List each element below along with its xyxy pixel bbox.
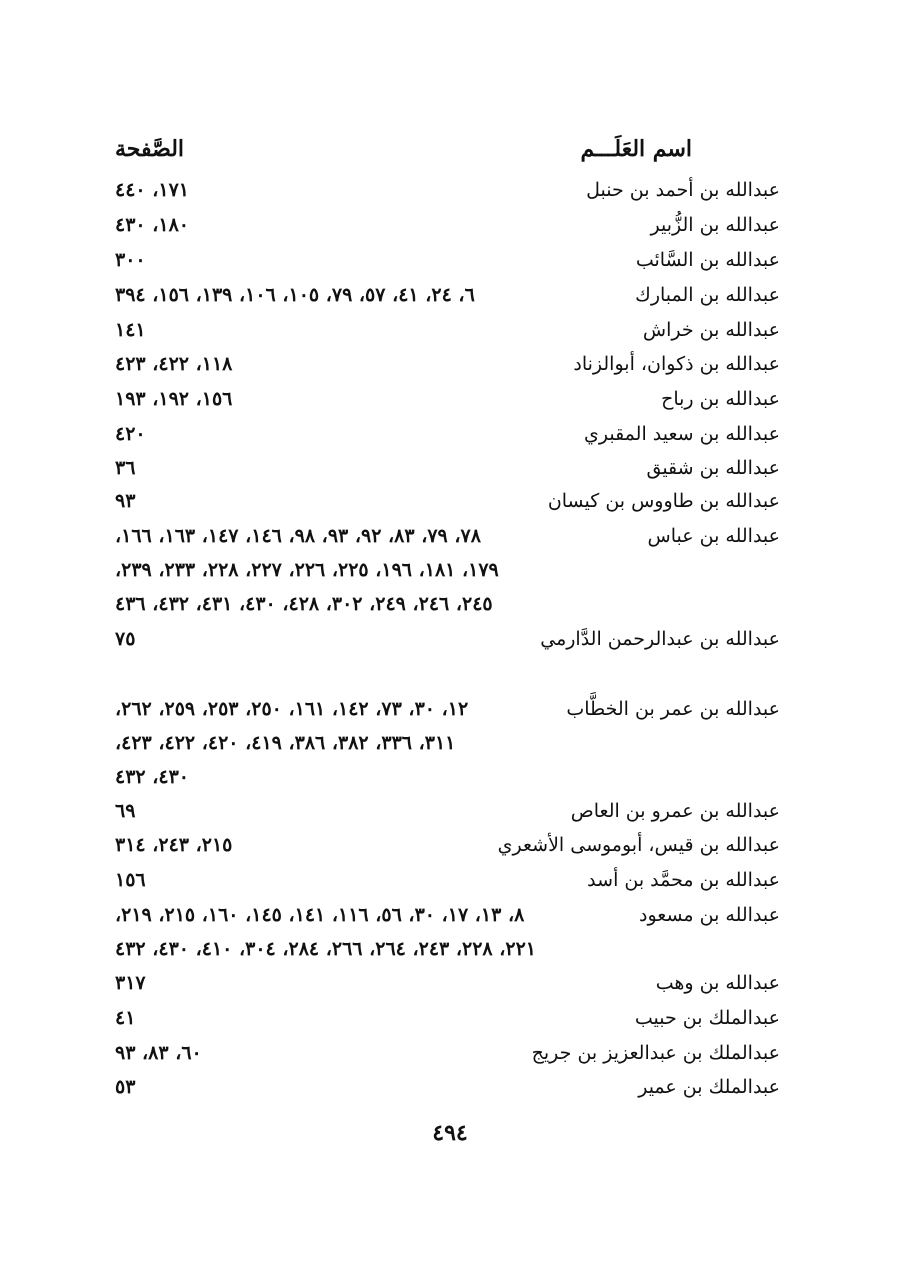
entry-name: عبدالله بن عمرو بن العاص (570, 800, 780, 822)
entry-pages: ٦، ٢٤، ٤١، ٥٧، ٧٩، ١٠٥، ١٠٦، ١٣٩، ١٥٦، ٣٩٤ (115, 284, 475, 306)
entry-name: عبدالله بن محمَّد بن أسد (587, 869, 780, 891)
entry-name: عبدالله بن سعيد المقبري (583, 423, 780, 445)
entry-pages: ١٥٦ (115, 869, 146, 891)
entry-name: عبدالله بن طاووس بن كيسان (547, 490, 780, 512)
entry-name: عبدالله بن الزُّبير (650, 214, 780, 236)
entry-name: عبدالله بن أحمد بن حنبل (586, 179, 780, 201)
entry-pages: ٩٣ (115, 490, 136, 512)
name-column-heading: اسم العَلَـــم (580, 136, 692, 162)
entry-pages: ٤١ (115, 1007, 136, 1029)
entry-pages: ٦٩ (115, 800, 136, 822)
entry-pages: ٧٨، ٧٩، ٨٣، ٩٢، ٩٣، ٩٨، ١٤٦، ١٤٧، ١٦٣، ١٦٦، (115, 525, 481, 547)
entry-pages: ١٥٦، ١٩٢، ١٩٣ (115, 388, 233, 410)
entry-pages: ١٢، ٣٠، ٧٣، ١٤٢، ١٦١، ٢٥٠، ٢٥٣، ٢٥٩، ٢٦٢، (115, 698, 469, 720)
entry-pages-continued: ١٧٩، ١٨١، ١٩٦، ٢٢٥، ٢٢٦، ٢٢٧، ٢٢٨، ٢٣٣، ٢٣٩، (115, 559, 499, 581)
entry-pages: ٣٦ (115, 457, 136, 479)
entry-pages: ٧٥ (115, 628, 136, 650)
entry-name: عبدالله بن عبدالرحمن الدَّارمي (540, 628, 780, 650)
entry-name: عبدالله بن السَّائب (635, 249, 780, 271)
entry-name: عبدالله بن قيس، أبوموسى الأشعري (497, 834, 780, 856)
entry-pages: ٤٢٠ (115, 423, 146, 445)
entry-pages-continued: ٣١١، ٣٣٦، ٣٨٢، ٣٨٦، ٤١٩، ٤٢٠، ٤٢٢، ٤٢٣، (115, 732, 456, 754)
entry-name: عبدالله بن شقيق (646, 457, 780, 479)
entry-pages: ١٨٠، ٤٣٠ (115, 214, 189, 236)
entry-pages: ٦٠، ٨٣، ٩٣ (115, 1042, 202, 1064)
entry-pages-continued: ٢٢١، ٢٢٨، ٢٤٣، ٢٦٤، ٢٦٦، ٢٨٤، ٣٠٤، ٤١٠، ٤٣٠، ٤٣٢ (115, 938, 536, 960)
entry-name: عبدالله بن رباح (661, 388, 780, 410)
entry-name: عبدالله بن المبارك (635, 284, 780, 306)
entry-name: عبدالملك بن عمير (638, 1076, 780, 1098)
entry-pages: ٢١٥، ٢٤٣، ٣١٤ (115, 834, 233, 856)
index-header (115, 136, 780, 176)
entry-pages: ٣٠٠ (115, 249, 146, 271)
entry-name: عبدالله بن خراش (642, 319, 780, 341)
entry-name: عبدالله بن عباس (647, 525, 780, 547)
entry-pages: ٣١٧ (115, 972, 146, 994)
entry-name: عبدالله بن مسعود (639, 904, 780, 926)
entry-pages-continued: ٢٤٥، ٢٤٦، ٢٤٩، ٣٠٢، ٤٢٨، ٤٣٠، ٤٣١، ٤٣٢، ٤٣٦ (115, 593, 493, 615)
entry-name: عبدالله بن ذكوان، أبوالزناد (573, 353, 780, 375)
entry-name: عبدالملك بن عبدالعزيز بن جريج (531, 1042, 780, 1064)
entry-pages-continued: ٤٣٠، ٤٣٢ (115, 766, 189, 788)
page-column-heading: الصَّفحة (115, 136, 185, 162)
entry-name: عبدالملك بن حبيب (634, 1007, 780, 1029)
entry-pages: ١١٨، ٤٢٢، ٤٢٣ (115, 353, 233, 375)
entry-name: عبدالله بن عمر بن الخطَّاب (566, 698, 780, 720)
entry-pages: ١٤١ (115, 319, 146, 341)
entry-pages: ٨، ١٣، ١٧، ٣٠، ٥٦، ١١٦، ١٤١، ١٤٥، ١٦٠، ٢١٥، ٢١٩، (115, 904, 525, 926)
page-number: ٤٩٤ (432, 1120, 468, 1146)
entry-pages: ٥٣ (115, 1076, 136, 1098)
entry-name: عبدالله بن وهب (655, 972, 780, 994)
entry-pages: ١٧١، ٤٤٠ (115, 179, 189, 201)
